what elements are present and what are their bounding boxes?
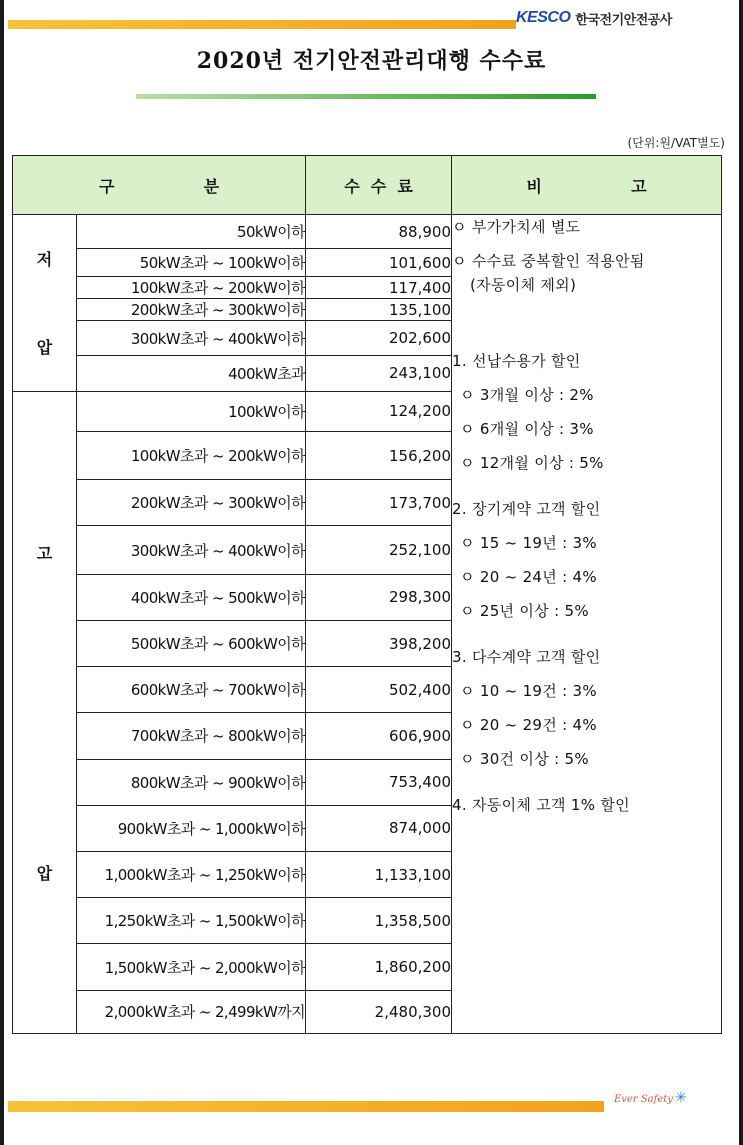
remarks-cell [452,215,722,1034]
fee-value: 502,400 [306,667,452,713]
fee-value: 398,200 [306,620,452,666]
document-page [4,0,739,1145]
fee-value: 243,100 [306,355,452,391]
spark-icon: ✳ [674,1090,687,1106]
fee-table [12,155,722,1034]
fee-value: 117,400 [306,277,452,299]
fee-value: 753,400 [306,759,452,805]
capacity-range: 500kW초과 ~ 600kW이하 [77,620,306,666]
table-row [13,215,722,249]
capacity-range: 800kW초과 ~ 900kW이하 [77,759,306,805]
fee-value: 2,480,300 [306,990,452,1033]
table-header-row [13,156,722,215]
ever-safety-logo-text: Ever Safety [614,1094,673,1105]
fee-value: 874,000 [306,805,452,851]
page-title: 2020년 전기안전관리대행 수수료 [196,48,547,74]
remark-item: (자동이체 제외) [470,276,577,294]
remark-section: 4. 자동이체 고객 1% 할인 [452,796,630,814]
fee-value: 173,700 [306,480,452,526]
remark-item: ㅇ 25년 이상 : 5% [460,602,589,620]
remark-section: 1. 선납수용가 할인 [452,352,581,370]
remark-section: 2. 장기계약 고객 할인 [452,500,601,518]
capacity-range: 1,000kW초과 ~ 1,250kW이하 [77,851,306,897]
fee-value: 1,133,100 [306,851,452,897]
capacity-range: 100kW초과 ~ 200kW이하 [77,277,306,299]
remark-item: ㅇ 20 ~ 29건 : 4% [460,716,597,734]
fee-value: 156,200 [306,431,452,479]
header-remarks: 비 고 [452,156,722,215]
capacity-range: 200kW초과 ~ 300kW이하 [77,299,306,321]
remark-item: ㅇ 10 ~ 19건 : 3% [460,682,597,700]
capacity-range: 400kW초과 [77,355,306,391]
fee-value: 135,100 [306,299,452,321]
remark-item: ㅇ 12개월 이상 : 5% [460,454,604,472]
capacity-range: 1,500kW초과 ~ 2,000kW이하 [77,944,306,990]
top-accent-bar [8,20,516,29]
remark-item: ㅇ 부가가치세 별도 [452,218,581,236]
remark-item: ㅇ 30건 이상 : 5% [460,750,589,768]
fee-value: 1,358,500 [306,898,452,944]
group-label [13,215,76,391]
unit-note: (단위:원/VAT별도) [627,136,725,150]
capacity-range: 50kW이하 [77,215,306,249]
fee-value: 252,100 [306,526,452,574]
header-category: 구 분 [13,156,306,215]
group-label-cell [13,215,77,392]
capacity-range: 300kW초과 ~ 400kW이하 [77,321,306,355]
remark-section: 3. 다수계약 고객 할인 [452,648,601,666]
bottom-accent-bar [8,1101,604,1112]
capacity-range: 700kW초과 ~ 800kW이하 [77,713,306,759]
group-label [13,392,76,1033]
kesco-logo [516,6,672,30]
capacity-range: 600kW초과 ~ 700kW이하 [77,667,306,713]
ever-safety-logo [614,1090,687,1106]
group-label-top: 저 [36,250,53,270]
capacity-range: 900kW초과 ~ 1,000kW이하 [77,805,306,851]
remark-item: ㅇ 3개월 이상 : 2% [460,386,594,404]
capacity-range: 1,250kW초과 ~ 1,500kW이하 [77,898,306,944]
group-label-bottom: 압 [36,864,53,884]
capacity-range: 100kW이하 [77,391,306,431]
group-label-bottom: 압 [36,338,53,358]
group-label-cell [13,391,77,1033]
remark-item: ㅇ 15 ~ 19년 : 3% [460,534,597,552]
fee-value: 101,600 [306,249,452,277]
remark-item: ㅇ 6개월 이상 : 3% [460,420,594,438]
capacity-range: 2,000kW초과 ~ 2,499kW까지 [77,990,306,1033]
capacity-range: 300kW초과 ~ 400kW이하 [77,526,306,574]
remark-item: ㅇ 20 ~ 24년 : 4% [460,568,597,586]
fee-value: 1,860,200 [306,944,452,990]
capacity-range: 100kW초과 ~ 200kW이하 [77,431,306,479]
kesco-logo-name: 한국전기안전공사 [575,12,672,28]
capacity-range: 400kW초과 ~ 500kW이하 [77,574,306,620]
header-fee: 수 수 료 [306,156,452,215]
fee-value: 606,900 [306,713,452,759]
kesco-logo-mark: KESCO [516,9,571,26]
title-underline [136,94,596,99]
fee-value: 202,600 [306,321,452,355]
capacity-range: 50kW초과 ~ 100kW이하 [77,249,306,277]
remark-item: ㅇ 수수료 중복할인 적용안됨 [452,252,645,270]
group-label-top: 고 [36,543,53,563]
fee-value: 88,900 [306,215,452,249]
fee-table-body [13,215,722,1034]
capacity-range: 200kW초과 ~ 300kW이하 [77,480,306,526]
fee-value: 124,200 [306,391,452,431]
fee-value: 298,300 [306,574,452,620]
